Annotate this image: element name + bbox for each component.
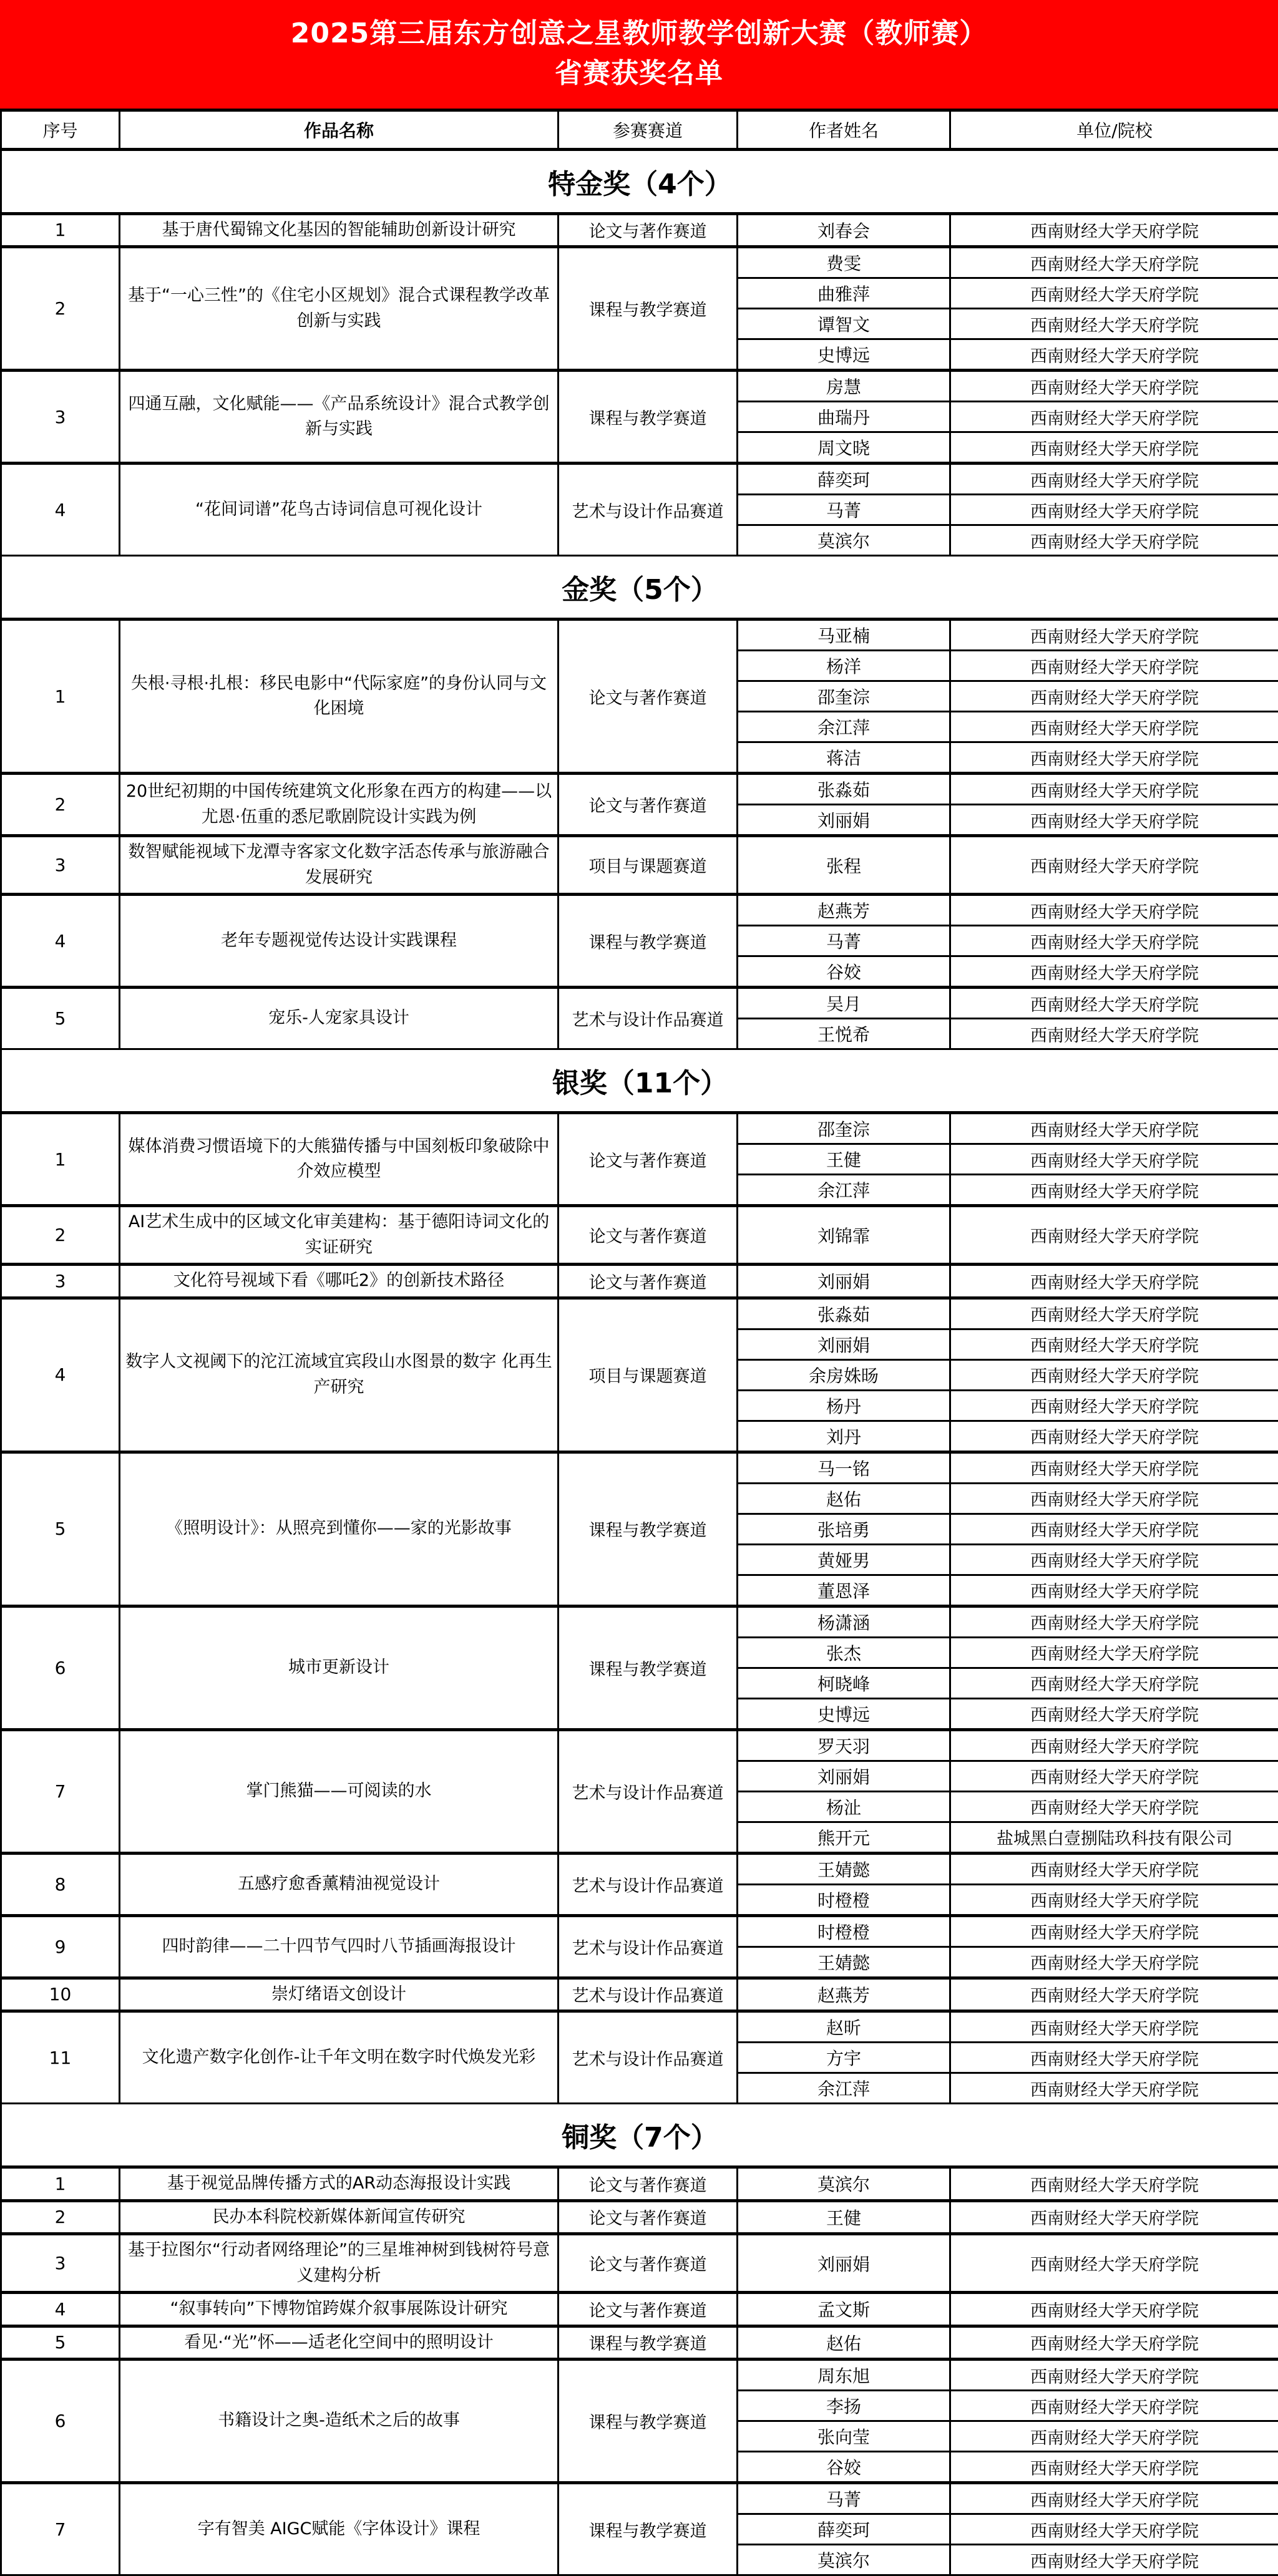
rank-cell: 5	[1, 988, 120, 1049]
author-name-cell: 张培勇	[738, 1514, 950, 1544]
author-name-cell: 余江萍	[738, 2073, 950, 2104]
work-title-cell: “叙事转向”下博物馆跨媒介叙事展陈设计研究	[120, 2293, 559, 2326]
work-title-cell: 老年专题视觉传达设计实践课程	[120, 895, 559, 988]
author-name-cell: 赵燕芳	[738, 1978, 950, 2011]
author-name-cell: 曲瑞丹	[738, 402, 950, 432]
column-header-rank: 序号	[1, 110, 120, 149]
author-name-cell: 王婧懿	[738, 1853, 950, 1884]
entry-row	[1, 1729, 1278, 1761]
author-name-cell: 杨沚	[738, 1791, 950, 1822]
column-header-author: 作者姓名	[738, 110, 950, 149]
author-name-cell: 孟文斯	[738, 2293, 950, 2326]
entry-row	[1, 988, 1278, 1019]
rank-cell: 7	[1, 1729, 120, 1853]
work-title-cell: “花间词谱”花鸟古诗词信息可视化设计	[120, 464, 559, 556]
rank-cell: 1	[1, 2167, 120, 2201]
author-name-cell: 余江萍	[738, 1175, 950, 1206]
org-cell: 西南财经大学天府学院	[950, 1298, 1278, 1329]
work-title-cell: 基于拉图尔“行动者网络理论”的三星堆神树到钱树符号意义建构分析	[120, 2234, 559, 2293]
entry-row	[1, 371, 1278, 402]
entry-row	[1, 2483, 1278, 2514]
org-cell: 西南财经大学天府学院	[950, 1113, 1278, 1144]
author-name-cell: 方宇	[738, 2043, 950, 2073]
page-title: 2025第三届东方创意之星教师教学创新大赛（教师赛）	[0, 14, 1278, 54]
rank-cell: 2	[1, 247, 120, 371]
org-cell: 西南财经大学天府学院	[950, 464, 1278, 495]
entry-row	[1, 2293, 1278, 2326]
work-title-cell: 五感疗愈香薰精油视觉设计	[120, 1853, 559, 1915]
org-cell: 西南财经大学天府学院	[950, 1668, 1278, 1698]
author-name-cell: 时橙橙	[738, 1884, 950, 1915]
org-cell: 西南财经大学天府学院	[950, 1359, 1278, 1390]
author-name-cell: 谭智文	[738, 309, 950, 339]
work-title-cell: 看见·“光”怀——适老化空间中的照明设计	[120, 2326, 559, 2360]
track-cell: 课程与教学赛道	[559, 1606, 738, 1729]
track-cell: 论文与著作赛道	[559, 2167, 738, 2201]
author-name-cell: 马一铭	[738, 1452, 950, 1483]
author-name-cell: 时橙橙	[738, 1915, 950, 1947]
author-name-cell: 王健	[738, 2200, 950, 2234]
entry-row	[1, 1853, 1278, 1884]
org-cell: 西南财经大学天府学院	[950, 2452, 1278, 2483]
author-name-cell: 杨洋	[738, 651, 950, 681]
org-cell: 西南财经大学天府学院	[950, 213, 1278, 247]
author-name-cell: 薛奕珂	[738, 2514, 950, 2545]
org-cell: 西南财经大学天府学院	[950, 805, 1278, 836]
column-header-track: 参赛赛道	[559, 110, 738, 149]
org-cell: 西南财经大学天府学院	[950, 2200, 1278, 2234]
track-cell: 课程与教学赛道	[559, 1452, 738, 1606]
work-title-cell: 20世纪初期的中国传统建筑文化形象在西方的构建——以尤恩·伍重的悉尼歌剧院设计实践为例	[120, 774, 559, 836]
rank-cell: 3	[1, 2234, 120, 2293]
section-header-row	[1, 2104, 1278, 2167]
entry-row	[1, 1206, 1278, 1265]
org-cell: 西南财经大学天府学院	[950, 2234, 1278, 2293]
org-cell: 西南财经大学天府学院	[950, 2421, 1278, 2452]
author-name-cell: 刘春会	[738, 213, 950, 247]
rank-cell: 1	[1, 1113, 120, 1206]
org-cell: 西南财经大学天府学院	[950, 1329, 1278, 1359]
author-name-cell: 王悦希	[738, 1019, 950, 1049]
org-cell: 西南财经大学天府学院	[950, 2043, 1278, 2073]
author-name-cell: 赵昕	[738, 2011, 950, 2043]
track-cell: 课程与教学赛道	[559, 895, 738, 988]
org-cell: 西南财经大学天府学院	[950, 432, 1278, 464]
rank-cell: 3	[1, 1265, 120, 1298]
entry-row	[1, 620, 1278, 651]
author-name-cell: 罗天羽	[738, 1729, 950, 1761]
author-name-cell: 费雯	[738, 247, 950, 278]
entry-row	[1, 2234, 1278, 2293]
section-header-row	[1, 1049, 1278, 1113]
entry-row	[1, 895, 1278, 926]
org-cell: 西南财经大学天府学院	[950, 1791, 1278, 1822]
author-name-cell: 马菁	[738, 495, 950, 525]
org-cell: 西南财经大学天府学院	[950, 1206, 1278, 1265]
entry-row	[1, 1452, 1278, 1483]
work-title-cell: 掌门熊猫——可阅读的水	[120, 1729, 559, 1853]
org-cell: 西南财经大学天府学院	[950, 926, 1278, 956]
entry-row	[1, 1298, 1278, 1329]
track-cell: 课程与教学赛道	[559, 2360, 738, 2483]
entry-row	[1, 1265, 1278, 1298]
work-title-cell: 数字人文视阈下的沱江流域宜宾段山水图景的数字 化再生产研究	[120, 1298, 559, 1452]
work-title-cell: 失根·寻根·扎根：移民电影中“代际家庭”的身份认同与文化困境	[120, 620, 559, 774]
work-title-cell: 书籍设计之奥-造纸术之后的故事	[120, 2360, 559, 2483]
org-cell: 西南财经大学天府学院	[950, 2514, 1278, 2545]
rank-cell: 4	[1, 895, 120, 988]
entry-row	[1, 1113, 1278, 1144]
author-name-cell: 刘丽娟	[738, 1265, 950, 1298]
author-name-cell: 莫滨尔	[738, 2167, 950, 2201]
entry-row	[1, 2360, 1278, 2391]
rank-cell: 5	[1, 2326, 120, 2360]
author-name-cell: 马菁	[738, 926, 950, 956]
track-cell: 艺术与设计作品赛道	[559, 1853, 738, 1915]
org-cell: 西南财经大学天府学院	[950, 651, 1278, 681]
org-cell: 西南财经大学天府学院	[950, 712, 1278, 742]
entry-row	[1, 1606, 1278, 1637]
author-name-cell: 熊开元	[738, 1822, 950, 1853]
org-cell: 西南财经大学天府学院	[950, 1390, 1278, 1421]
org-cell: 西南财经大学天府学院	[950, 1606, 1278, 1637]
org-cell: 西南财经大学天府学院	[950, 1947, 1278, 1978]
track-cell: 论文与著作赛道	[559, 2200, 738, 2234]
author-name-cell: 吴月	[738, 988, 950, 1019]
track-cell: 艺术与设计作品赛道	[559, 464, 738, 556]
org-cell: 西南财经大学天府学院	[950, 836, 1278, 895]
rank-cell: 4	[1, 1298, 120, 1452]
author-name-cell: 周东旭	[738, 2360, 950, 2391]
table-header-row	[1, 110, 1278, 149]
rank-cell: 10	[1, 1978, 120, 2011]
org-cell: 西南财经大学天府学院	[950, 278, 1278, 309]
track-cell: 项目与课题赛道	[559, 836, 738, 895]
org-cell: 西南财经大学天府学院	[950, 1884, 1278, 1915]
rank-cell: 4	[1, 2293, 120, 2326]
author-name-cell: 周文晓	[738, 432, 950, 464]
org-cell: 西南财经大学天府学院	[950, 2326, 1278, 2360]
page-subtitle: 省赛获奖名单	[0, 54, 1278, 94]
entry-row	[1, 1915, 1278, 1947]
work-title-cell: 基于视觉品牌传播方式的AR动态海报设计实践	[120, 2167, 559, 2201]
track-cell: 论文与著作赛道	[559, 213, 738, 247]
author-name-cell: 邵奎淙	[738, 1113, 950, 1144]
author-name-cell: 刘锦霏	[738, 1206, 950, 1265]
org-cell: 西南财经大学天府学院	[950, 1729, 1278, 1761]
track-cell: 论文与著作赛道	[559, 774, 738, 836]
work-title-cell: AI艺术生成中的区域文化审美建构：基于德阳诗词文化的实证研究	[120, 1206, 559, 1265]
author-name-cell: 刘丽娟	[738, 1761, 950, 1791]
entry-row	[1, 2326, 1278, 2360]
rank-cell: 11	[1, 2011, 120, 2104]
org-cell: 西南财经大学天府学院	[950, 247, 1278, 278]
org-cell: 西南财经大学天府学院	[950, 620, 1278, 651]
work-title-cell: 文化遗产数字化创作-让千年文明在数字时代焕发光彩	[120, 2011, 559, 2104]
org-cell: 西南财经大学天府学院	[950, 2073, 1278, 2104]
org-cell: 西南财经大学天府学院	[950, 1019, 1278, 1049]
author-name-cell: 刘丽娟	[738, 2234, 950, 2293]
org-cell: 西南财经大学天府学院	[950, 495, 1278, 525]
entry-row	[1, 247, 1278, 278]
author-name-cell: 赵佑	[738, 2326, 950, 2360]
rank-cell: 9	[1, 1915, 120, 1978]
work-title-cell: 《照明设计》：从照亮到懂你——家的光影故事	[120, 1452, 559, 1606]
author-name-cell: 柯晓峰	[738, 1668, 950, 1698]
org-cell: 西南财经大学天府学院	[950, 525, 1278, 556]
rank-cell: 7	[1, 2483, 120, 2575]
org-cell: 西南财经大学天府学院	[950, 956, 1278, 988]
rank-cell: 2	[1, 774, 120, 836]
rank-cell: 3	[1, 371, 120, 464]
org-cell: 西南财经大学天府学院	[950, 774, 1278, 805]
entry-row	[1, 464, 1278, 495]
author-name-cell: 曲雅萍	[738, 278, 950, 309]
author-name-cell: 董恩泽	[738, 1575, 950, 1606]
work-title-cell: 基于“一心三性”的《住宅小区规划》混合式课程教学改革创新与实践	[120, 247, 559, 371]
author-name-cell: 刘丹	[738, 1421, 950, 1452]
rank-cell: 3	[1, 836, 120, 895]
work-title-cell: 文化符号视域下看《哪吒2》的创新技术路径	[120, 1265, 559, 1298]
author-name-cell: 史博远	[738, 1698, 950, 1729]
org-cell: 西南财经大学天府学院	[950, 742, 1278, 774]
rank-cell: 6	[1, 1606, 120, 1729]
author-name-cell: 王婧懿	[738, 1947, 950, 1978]
rank-cell: 2	[1, 1206, 120, 1265]
org-cell: 西南财经大学天府学院	[950, 988, 1278, 1019]
author-name-cell: 谷姣	[738, 956, 950, 988]
author-name-cell: 房慧	[738, 371, 950, 402]
author-name-cell: 张杰	[738, 1637, 950, 1668]
org-cell: 西南财经大学天府学院	[950, 2545, 1278, 2575]
author-name-cell: 史博远	[738, 339, 950, 371]
org-cell: 西南财经大学天府学院	[950, 402, 1278, 432]
org-cell: 西南财经大学天府学院	[950, 1853, 1278, 1884]
title-banner	[0, 0, 1278, 109]
author-name-cell: 张淼茹	[738, 1298, 950, 1329]
entry-row	[1, 2200, 1278, 2234]
rank-cell: 4	[1, 464, 120, 556]
work-title-cell: 四通互融，文化赋能——《产品系统设计》混合式教学创新与实践	[120, 371, 559, 464]
rank-cell: 1	[1, 620, 120, 774]
org-cell: 西南财经大学天府学院	[950, 1175, 1278, 1206]
author-name-cell: 赵燕芳	[738, 895, 950, 926]
author-name-cell: 杨潇涵	[738, 1606, 950, 1637]
track-cell: 项目与课题赛道	[559, 1298, 738, 1452]
org-cell: 西南财经大学天府学院	[950, 2167, 1278, 2201]
track-cell: 论文与著作赛道	[559, 2293, 738, 2326]
entry-row	[1, 836, 1278, 895]
author-name-cell: 余房姝旸	[738, 1359, 950, 1390]
work-title-cell: 数智赋能视域下龙潭寺客家文化数字活态传承与旅游融合发展研究	[120, 836, 559, 895]
author-name-cell: 刘丽娟	[738, 1329, 950, 1359]
work-title-cell: 基于唐代蜀锦文化基因的智能辅助创新设计研究	[120, 213, 559, 247]
org-cell: 西南财经大学天府学院	[950, 2011, 1278, 2043]
entry-row	[1, 2167, 1278, 2201]
section-title: 金奖（5个）	[1, 556, 1278, 620]
track-cell: 艺术与设计作品赛道	[559, 2011, 738, 2104]
org-cell: 西南财经大学天府学院	[950, 681, 1278, 712]
work-title-cell: 城市更新设计	[120, 1606, 559, 1729]
org-cell: 西南财经大学天府学院	[950, 1514, 1278, 1544]
section-header-row	[1, 149, 1278, 213]
author-name-cell: 张淼茹	[738, 774, 950, 805]
rank-cell: 2	[1, 2200, 120, 2234]
work-title-cell: 字有智美 AIGC赋能《字体设计》课程	[120, 2483, 559, 2575]
author-name-cell: 赵佑	[738, 1483, 950, 1514]
work-title-cell: 宠乐-人宠家具设计	[120, 988, 559, 1049]
author-name-cell: 马菁	[738, 2483, 950, 2514]
org-cell: 西南财经大学天府学院	[950, 895, 1278, 926]
track-cell: 艺术与设计作品赛道	[559, 1915, 738, 1978]
org-cell: 西南财经大学天府学院	[950, 1761, 1278, 1791]
track-cell: 论文与著作赛道	[559, 620, 738, 774]
org-cell: 西南财经大学天府学院	[950, 1421, 1278, 1452]
org-cell: 西南财经大学天府学院	[950, 309, 1278, 339]
entry-row	[1, 213, 1278, 247]
track-cell: 论文与著作赛道	[559, 1265, 738, 1298]
entry-row	[1, 2011, 1278, 2043]
track-cell: 课程与教学赛道	[559, 371, 738, 464]
org-cell: 西南财经大学天府学院	[950, 1265, 1278, 1298]
entry-row	[1, 1978, 1278, 2011]
org-cell: 西南财经大学天府学院	[950, 371, 1278, 402]
org-cell: 西南财经大学天府学院	[950, 1144, 1278, 1175]
track-cell: 论文与著作赛道	[559, 1206, 738, 1265]
column-header-org: 单位/院校	[950, 110, 1278, 149]
org-cell: 西南财经大学天府学院	[950, 2391, 1278, 2421]
author-name-cell: 邵奎淙	[738, 681, 950, 712]
org-cell: 西南财经大学天府学院	[950, 1452, 1278, 1483]
author-name-cell: 莫滨尔	[738, 2545, 950, 2575]
org-cell: 西南财经大学天府学院	[950, 1483, 1278, 1514]
org-cell: 西南财经大学天府学院	[950, 1915, 1278, 1947]
track-cell: 课程与教学赛道	[559, 247, 738, 371]
org-cell: 西南财经大学天府学院	[950, 1698, 1278, 1729]
section-title: 特金奖（4个）	[1, 149, 1278, 213]
org-cell: 西南财经大学天府学院	[950, 2360, 1278, 2391]
track-cell: 艺术与设计作品赛道	[559, 988, 738, 1049]
awards-table	[0, 109, 1278, 2576]
rank-cell: 8	[1, 1853, 120, 1915]
author-name-cell: 杨丹	[738, 1390, 950, 1421]
author-name-cell: 薛奕珂	[738, 464, 950, 495]
work-title-cell: 四时韵律——二十四节气四时八节插画海报设计	[120, 1915, 559, 1978]
org-cell: 西南财经大学天府学院	[950, 1637, 1278, 1668]
rank-cell: 5	[1, 1452, 120, 1606]
org-cell: 西南财经大学天府学院	[950, 2483, 1278, 2514]
awards-table-body	[1, 149, 1278, 2575]
author-name-cell: 马亚楠	[738, 620, 950, 651]
rank-cell: 6	[1, 2360, 120, 2483]
author-name-cell: 蒋洁	[738, 742, 950, 774]
rank-cell: 1	[1, 213, 120, 247]
author-name-cell: 黄娅男	[738, 1544, 950, 1575]
section-title: 铜奖（7个）	[1, 2104, 1278, 2167]
author-name-cell: 张程	[738, 836, 950, 895]
section-title: 银奖（11个）	[1, 1049, 1278, 1113]
org-cell: 盐城黑白壹捌陆玖科技有限公司	[950, 1822, 1278, 1853]
author-name-cell: 王健	[738, 1144, 950, 1175]
author-name-cell: 莫滨尔	[738, 525, 950, 556]
work-title-cell: 崇灯绪语文创设计	[120, 1978, 559, 2011]
author-name-cell: 谷姣	[738, 2452, 950, 2483]
org-cell: 西南财经大学天府学院	[950, 1575, 1278, 1606]
track-cell: 课程与教学赛道	[559, 2483, 738, 2575]
author-name-cell: 张向莹	[738, 2421, 950, 2452]
column-header-work: 作品名称	[120, 110, 559, 149]
org-cell: 西南财经大学天府学院	[950, 2293, 1278, 2326]
entry-row	[1, 774, 1278, 805]
author-name-cell: 李扬	[738, 2391, 950, 2421]
author-name-cell: 刘丽娟	[738, 805, 950, 836]
org-cell: 西南财经大学天府学院	[950, 339, 1278, 371]
track-cell: 论文与著作赛道	[559, 1113, 738, 1206]
section-header-row	[1, 556, 1278, 620]
work-title-cell: 民办本科院校新媒体新闻宣传研究	[120, 2200, 559, 2234]
track-cell: 课程与教学赛道	[559, 2326, 738, 2360]
track-cell: 论文与著作赛道	[559, 2234, 738, 2293]
org-cell: 西南财经大学天府学院	[950, 1544, 1278, 1575]
track-cell: 艺术与设计作品赛道	[559, 1729, 738, 1853]
org-cell: 西南财经大学天府学院	[950, 1978, 1278, 2011]
work-title-cell: 媒体消费习惯语境下的大熊猫传播与中国刻板印象破除中介效应模型	[120, 1113, 559, 1206]
author-name-cell: 余江萍	[738, 712, 950, 742]
track-cell: 艺术与设计作品赛道	[559, 1978, 738, 2011]
